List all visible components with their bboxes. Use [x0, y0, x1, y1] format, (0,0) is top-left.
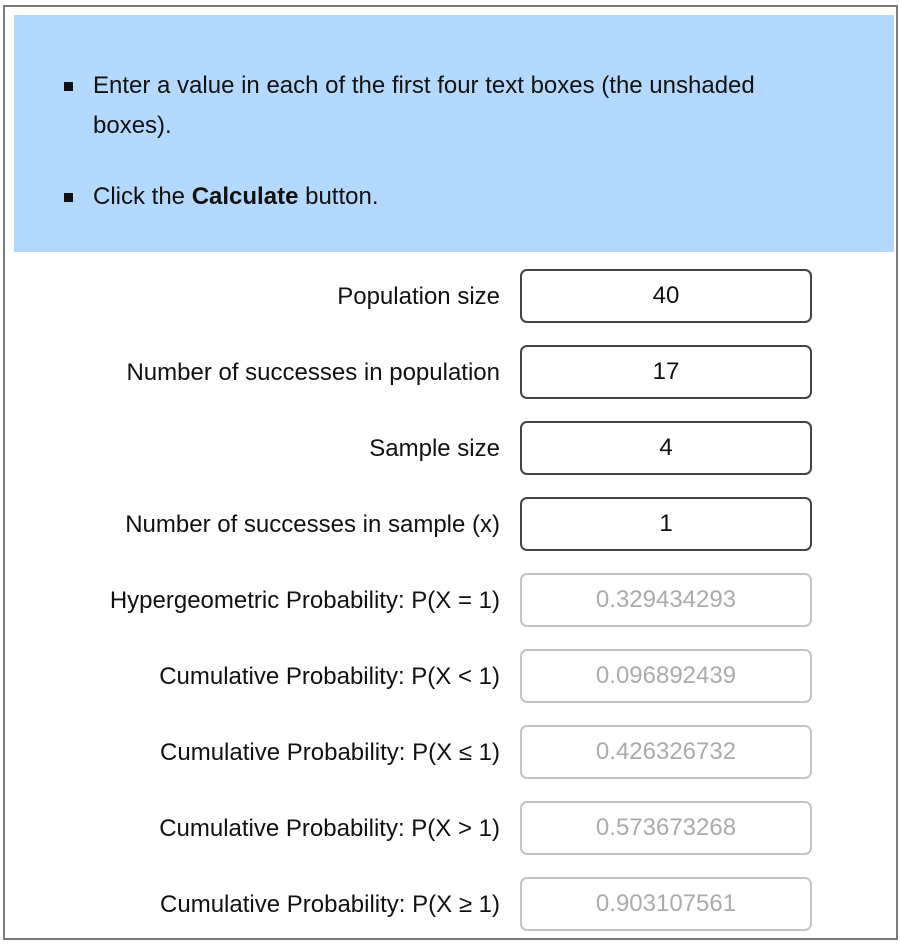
cumulative-greater-than-label: Cumulative Probability: P(X > 1) — [159, 815, 500, 842]
instruction-text-suffix: button. — [298, 183, 379, 210]
successes-in-sample-input[interactable] — [520, 497, 812, 551]
hypergeometric-probability-row — [5, 573, 900, 629]
successes-in-sample-label: Number of successes in sample (x) — [125, 511, 500, 538]
bullet-icon — [64, 82, 73, 91]
calculate-keyword: Calculate — [191, 183, 299, 210]
cumulative-less-equal-row — [5, 725, 900, 781]
instruction-item-click-calculate — [93, 177, 833, 217]
cumulative-greater-equal-output — [520, 877, 812, 931]
sample-size-label: Sample size — [369, 435, 500, 462]
cumulative-greater-equal-label: Cumulative Probability: P(X ≥ 1) — [160, 891, 500, 918]
successes-in-sample-row — [5, 497, 900, 553]
population-size-row — [5, 269, 900, 325]
successes-in-population-row — [5, 345, 900, 401]
population-size-label: Population size — [337, 283, 500, 310]
calculator-panel — [3, 5, 898, 940]
instruction-text-prefix: Click the — [93, 183, 192, 210]
sample-size-row — [5, 421, 900, 477]
hypergeometric-probability-label: Hypergeometric Probability: P(X = 1) — [109, 587, 500, 614]
instruction-text-enter-values: Enter a value in each of the first four text boxes (the unshaded boxes). — [93, 72, 755, 139]
cumulative-less-than-output — [520, 649, 812, 703]
successes-in-population-label: Number of successes in population — [126, 359, 500, 386]
cumulative-less-than-row — [5, 649, 900, 705]
cumulative-greater-than-row — [5, 801, 900, 857]
successes-in-population-input[interactable] — [520, 345, 812, 399]
cumulative-less-equal-output — [520, 725, 812, 779]
sample-size-input[interactable] — [520, 421, 812, 475]
cumulative-less-than-label: Cumulative Probability: P(X < 1) — [159, 663, 500, 690]
cumulative-less-equal-label: Cumulative Probability: P(X ≤ 1) — [160, 739, 500, 766]
instruction-item-enter-values — [93, 66, 833, 146]
population-size-input[interactable] — [520, 269, 812, 323]
hypergeometric-probability-output — [520, 573, 812, 627]
cumulative-greater-than-output — [520, 801, 812, 855]
instructions-box — [14, 15, 894, 252]
bullet-icon — [64, 193, 73, 202]
cumulative-greater-equal-row — [5, 877, 900, 933]
